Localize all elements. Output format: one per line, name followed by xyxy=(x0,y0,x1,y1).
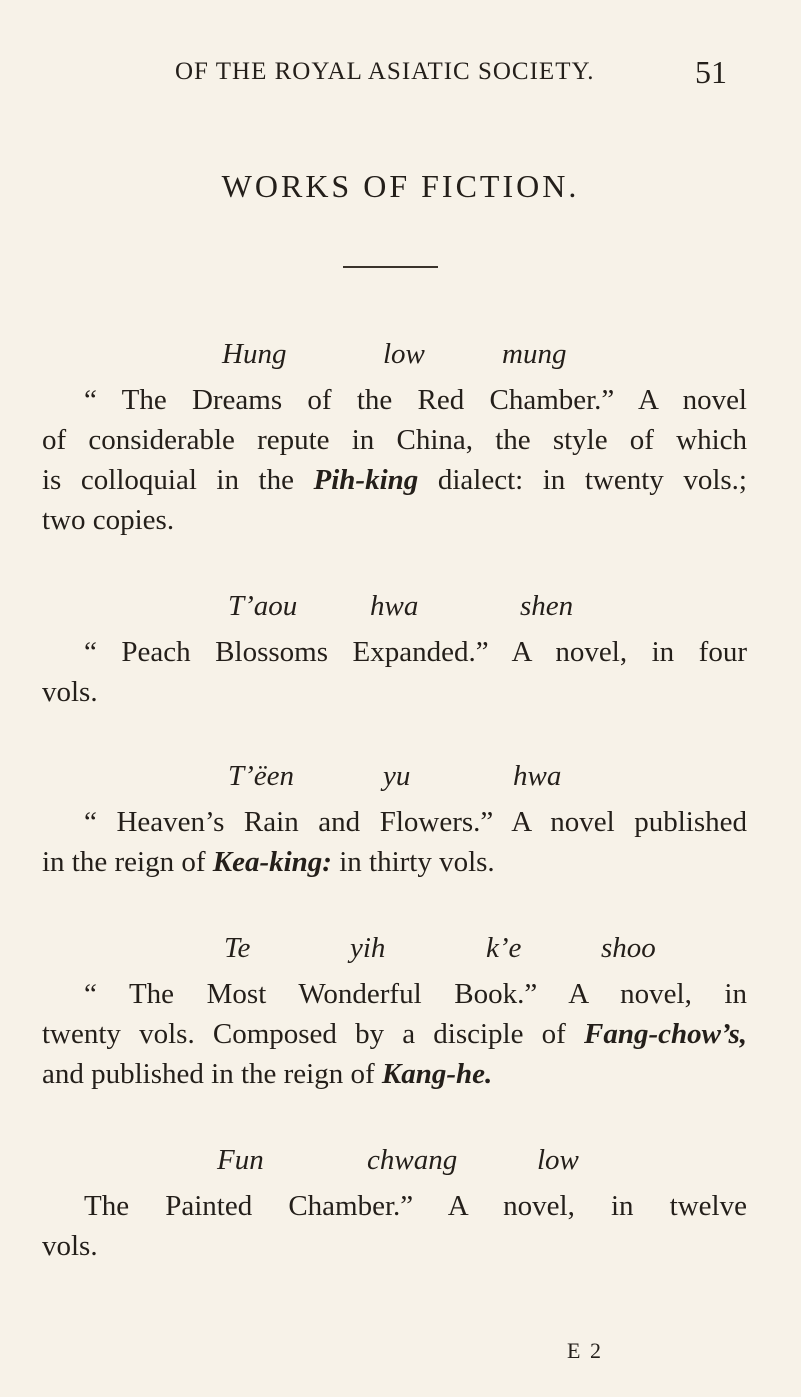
running-head xyxy=(0,54,801,98)
entry-description xyxy=(42,1186,747,1266)
romanized-word: shen xyxy=(520,590,574,622)
romanized-title xyxy=(0,760,801,804)
desc-line: “ Heaven’s Rain and Flowers.” A novel published xyxy=(84,806,747,838)
entry-description xyxy=(42,380,747,540)
romanized-title xyxy=(0,338,801,382)
romanized-word: T’aou xyxy=(228,590,298,622)
romanized-word: yu xyxy=(383,760,411,792)
romanized-title xyxy=(0,590,801,634)
desc-line: of considerable repute in China, the style of which xyxy=(42,424,747,456)
desc-line: vols. xyxy=(42,1230,98,1262)
desc-line: “ Peach Blossoms Expanded.” A novel, in four xyxy=(84,636,747,668)
running-head-title: OF THE ROYAL ASIATIC SOCIETY. xyxy=(175,58,595,85)
signature-mark: E 2 xyxy=(567,1338,603,1363)
italic-name: Pih-king xyxy=(313,464,419,496)
romanized-word: Fun xyxy=(217,1144,264,1176)
romanized-word: Te xyxy=(224,932,251,964)
italic-name: Fang-chow’s, xyxy=(583,1018,747,1050)
section-title: WORKS OF FICTION. xyxy=(221,168,580,204)
romanized-word: hwa xyxy=(513,760,562,792)
desc-line: in the reign of Kea-king: in thirty vols. xyxy=(42,846,495,878)
romanized-title xyxy=(0,932,801,976)
romanized-word: low xyxy=(537,1144,579,1176)
romanized-word: T’ëen xyxy=(228,760,295,792)
desc-line: “ The Dreams of the Red Chamber.” A novel xyxy=(84,384,747,416)
romanized-word: Hung xyxy=(222,338,287,370)
desc-line: “ The Most Wonderful Book.” A novel, in xyxy=(84,978,747,1010)
romanized-word: hwa xyxy=(370,590,419,622)
entry-description xyxy=(42,802,747,882)
desc-line: vols. xyxy=(42,676,98,708)
page-number: 51 xyxy=(695,54,727,90)
romanized-title xyxy=(0,1144,801,1188)
romanized-word: chwang xyxy=(367,1144,458,1176)
romanized-word: mung xyxy=(502,338,567,370)
romanized-word: k’e xyxy=(486,932,522,964)
italic-name: Kea-king: xyxy=(212,846,332,878)
italic-name: Kang-he. xyxy=(381,1058,493,1090)
title-rule xyxy=(343,266,438,268)
romanized-word: low xyxy=(383,338,425,370)
desc-line: twenty vols. Composed by a disciple of Fang-chow’s, xyxy=(42,1018,747,1050)
desc-line: The Painted Chamber.” A novel, in twelve xyxy=(84,1190,747,1222)
romanized-word: yih xyxy=(350,932,386,964)
romanized-word: shoo xyxy=(601,932,656,964)
entry-description xyxy=(42,974,747,1094)
desc-line: two copies. xyxy=(42,504,175,536)
entry-description xyxy=(42,632,747,712)
desc-line: and published in the reign of Kang-he. xyxy=(42,1058,493,1090)
desc-line: is colloquial in the Pih-king dialect: in twenty vols.; xyxy=(42,464,747,496)
